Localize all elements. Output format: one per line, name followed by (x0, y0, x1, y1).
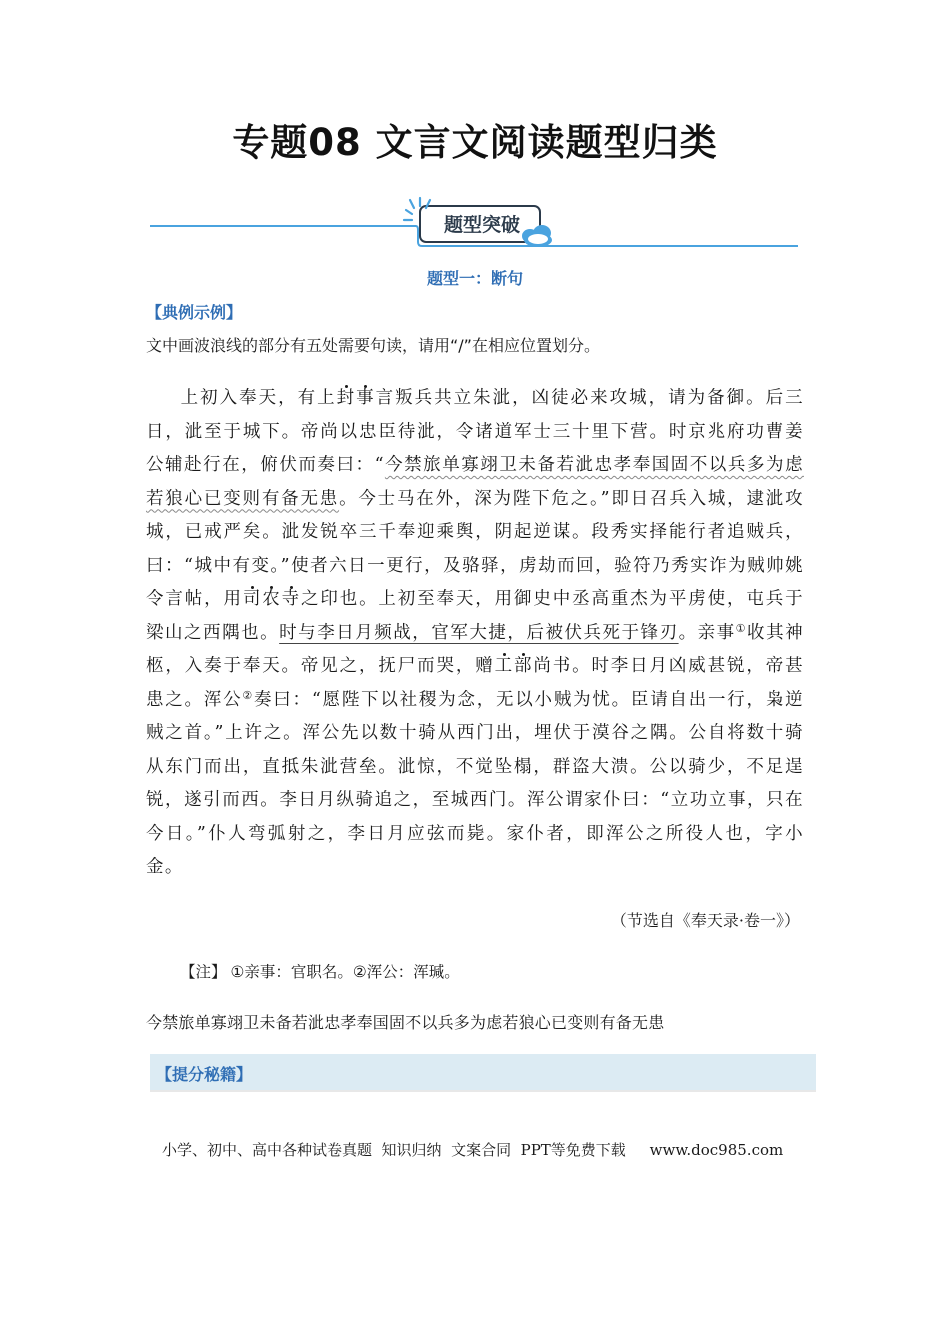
emphasis-dot-char: 司 (242, 589, 263, 609)
banner-label: 题型突破 (443, 214, 520, 236)
emphasis-dot-char: 农 (262, 589, 282, 609)
tips-label: 【提分秘籍】 (156, 1065, 253, 1084)
underlined-sentence: 时与李日月频战，官军大捷，后被伏兵死于锋刃 (279, 622, 679, 643)
passage-text: 之印也。上初至奉天，用御史中丞高重杰为平虏使，屯兵于梁山之西隅也。 (146, 589, 805, 643)
answer-line: 今禁旅单寡翊卫未备若泚忠孝奉国固不以兵多为虑若狼心已变则有备无患 (146, 1013, 665, 1032)
example-label: 【典例示例】 (146, 303, 243, 322)
page-footer: 小学、初中、高中各种试卷真题 知识归纳 文案合同 PPT等免费下载 www.doc985.com (162, 1141, 784, 1159)
emphasis-dot-char: 封 (336, 388, 357, 408)
footnote-marker: ② (242, 688, 255, 702)
classical-passage (146, 382, 804, 885)
passage-text: 言叛兵共立朱泚，凶徒必来攻城，请为备御。后三日，泚至于城下。帝尚以忠臣待泚，令诸道军士三十里下营。时京兆府功曹姜公辅赴行在，俯伏而奏曰：“ (146, 388, 804, 475)
passage-text: 。亲事 (678, 622, 736, 643)
passage-text: 。今士马在外，深为陛下危之。”即日召兵入城，逮泚攻城，已戒严矣。泚发锐卒三千奉迎乘舆，阴起逆谋。段秀实择能行者追贼兵，曰：“城中有变。”使者六日一更行，及骆驿，虏劫而回，验符乃秀实诈为贼帅姚令言帖，用 (146, 488, 804, 609)
emphasis-dot-char: 工 (494, 656, 514, 676)
emphasis-dot-char: 事 (356, 388, 376, 408)
question-instruction: 文中画波浪线的部分有五处需要句读，请用“/”在相应位置划分。 (146, 336, 600, 355)
wavy-underlined-text: 今禁旅单寡翊卫未备若泚忠孝奉国固不以兵多为虑若狼心已变则有备无患 (146, 455, 804, 509)
emphasis-dot-char: 部 (513, 656, 534, 676)
passage-text: 收其神柩，入奏于奉天。帝见之，抚尸而哭，赠 (146, 622, 804, 676)
section-banner (150, 196, 798, 252)
emphasis-dot-char: 寺 (281, 589, 301, 609)
annotation-note (180, 960, 460, 982)
note-marker: 【注】 (180, 963, 227, 981)
note-text: ①亲事：官职名。②浑公：浑瑊。 (230, 963, 460, 981)
passage-text: 奏曰：“愿陛下以社稷为念，无以小贼为忧。臣请自出一行，枭逆贼之首。”上许之。浑公先以数十骑从西门出，埋伏于漠谷之隅。公自将数十骑从东门而出，直抵朱泚营垒。泚惊，不觉坠榻，群盗大溃。公以骑少，不足逞锐，遂引而西。李日月纵骑追之，至城西门。浑公谓家仆曰：“立功立事，只在今日。”仆人弯弧射之，李日月应弦而毙。家仆者，即浑公之所役人也，字小金。 (146, 689, 805, 877)
tips-section-header (150, 1054, 816, 1092)
page-title: 专题08 文言文阅读题型归类 (232, 121, 718, 164)
passage-text: 尚书。时李日月凶威甚锐，帝甚患之。浑公 (146, 656, 804, 710)
passage-source: （节选自《奉天录·卷一》） (610, 911, 800, 930)
passage-text: 上初入奉天，有上 (180, 388, 337, 408)
section-subheading: 题型一：断句 (426, 269, 523, 288)
footnote-marker: ① (735, 621, 748, 635)
